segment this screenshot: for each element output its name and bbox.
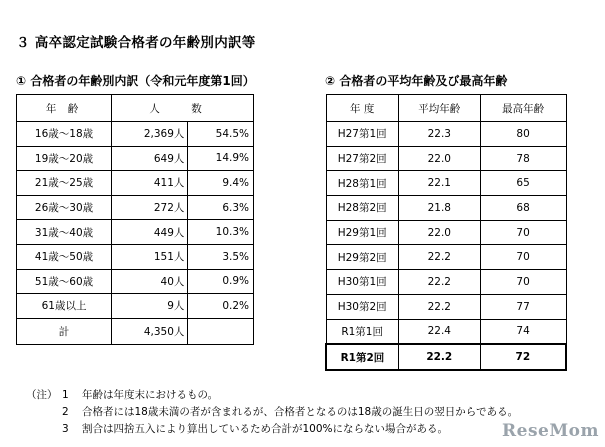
average-age-cell: 22.2 (398, 344, 480, 370)
max-age-cell: 70 (480, 245, 566, 270)
max-age-cell: 70 (480, 270, 566, 295)
age-header: 年 齢 (17, 95, 112, 122)
count-cell: 40人 (112, 269, 188, 294)
percent-cell: 0.9% (188, 269, 254, 294)
round-cell: H29第2回 (326, 245, 398, 270)
round-cell: H30第2回 (326, 294, 398, 319)
average-age-cell: 22.1 (398, 171, 480, 196)
notes (26, 387, 518, 438)
max-age-cell: 65 (480, 171, 566, 196)
note-line (26, 421, 518, 438)
age-range-cell: 41歳～50歳 (17, 244, 112, 269)
note-number: 2 (62, 406, 69, 418)
percent-cell: 3.5% (188, 244, 254, 269)
average-age-cell: 22.2 (398, 270, 480, 295)
average-age-cell: 22.0 (398, 220, 480, 245)
total-percent-cell (188, 318, 254, 344)
average-age-cell: 22.4 (398, 319, 480, 344)
table-row (326, 196, 566, 221)
percent-cell: 10.3% (188, 220, 254, 245)
age-range-cell: 31歳～40歳 (17, 220, 112, 245)
max-age-cell: 74 (480, 319, 566, 344)
average-age-cell: 22.2 (398, 245, 480, 270)
average-age-header: 平均年齢 (398, 95, 480, 122)
round-cell: R1第1回 (326, 319, 398, 344)
table-row (326, 319, 566, 344)
table-row (17, 146, 254, 171)
max-age-header: 最高年齢 (480, 95, 566, 122)
note-text: 合格者には18歳未満の者が含まれるが、合格者となるのは18歳の誕生日の翌日からである。 (82, 406, 519, 418)
age-range-cell: 61歳以上 (17, 294, 112, 319)
note-line (26, 387, 518, 404)
percent-cell: 9.4% (188, 171, 254, 196)
round-cell: H27第1回 (326, 122, 398, 147)
round-cell: H27第2回 (326, 146, 398, 171)
table-row (17, 122, 254, 147)
page-title: ３ 高卒認定試験合格者の年齢別内訳等 (16, 35, 256, 51)
note-text: 割合は四捨五入により算出しているため合計が100%にならない場合がある。 (82, 423, 449, 435)
table-row (326, 171, 566, 196)
count-cell: 449人 (112, 220, 188, 245)
count-cell: 2,369人 (112, 122, 188, 147)
age-range-cell: 21歳～25歳 (17, 171, 112, 196)
table-row (17, 195, 254, 220)
percent-cell: 0.2% (188, 294, 254, 319)
count-cell: 649人 (112, 146, 188, 171)
age-breakdown-table (16, 94, 254, 345)
max-age-cell: 80 (480, 122, 566, 147)
count-cell: 411人 (112, 171, 188, 196)
table-row (17, 269, 254, 294)
notes-head: （注） (26, 389, 58, 401)
max-age-cell: 77 (480, 294, 566, 319)
round-cell: H28第1回 (326, 171, 398, 196)
round-cell: H30第1回 (326, 270, 398, 295)
average-age-cell: 22.3 (398, 122, 480, 147)
max-age-cell: 72 (480, 344, 566, 370)
age-range-cell: 51歳～60歳 (17, 269, 112, 294)
count-cell: 272人 (112, 195, 188, 220)
age-range-cell: 16歳～18歳 (17, 122, 112, 147)
note-line (26, 404, 518, 421)
table-row (326, 270, 566, 295)
age-breakdown-subtitle: ① 合格者の年齢別内訳（令和元年度第1回） (16, 74, 255, 88)
percent-cell: 54.5% (188, 122, 254, 147)
table-row (326, 146, 566, 171)
round-cell: H29第1回 (326, 220, 398, 245)
max-age-cell: 68 (480, 196, 566, 221)
total-count: 4,350人 (112, 318, 188, 344)
watermark-logo: ReseMom (502, 421, 599, 441)
percent-cell: 6.3% (188, 195, 254, 220)
table-row (17, 171, 254, 196)
table-row (17, 294, 254, 319)
round-cell: R1第2回 (326, 344, 398, 370)
table-row (326, 122, 566, 147)
note-number: 3 (62, 423, 69, 435)
total-row (17, 318, 254, 344)
note-text: 年齢は年度末におけるもの。 (82, 389, 219, 401)
average-age-cell: 21.8 (398, 196, 480, 221)
age-range-cell: 26歳～30歳 (17, 195, 112, 220)
round-header: 年 度 (326, 95, 398, 122)
table-row (326, 294, 566, 319)
count-header: 人 数 (112, 95, 254, 122)
percent-cell: 14.9% (188, 146, 254, 171)
highlighted-row (326, 344, 566, 370)
table-row (326, 245, 566, 270)
note-number: 1 (62, 389, 69, 401)
average-age-cell: 22.0 (398, 146, 480, 171)
average-age-cell: 22.2 (398, 294, 480, 319)
table-row (17, 220, 254, 245)
count-cell: 151人 (112, 244, 188, 269)
average-age-subtitle: ② 合格者の平均年齢及び最高年齢 (325, 74, 508, 88)
average-age-table (325, 94, 567, 371)
total-label: 計 (17, 318, 112, 344)
round-cell: H28第2回 (326, 196, 398, 221)
table-row (326, 220, 566, 245)
max-age-cell: 70 (480, 220, 566, 245)
table-row (17, 244, 254, 269)
age-range-cell: 19歳～20歳 (17, 146, 112, 171)
count-cell: 9人 (112, 294, 188, 319)
max-age-cell: 78 (480, 146, 566, 171)
